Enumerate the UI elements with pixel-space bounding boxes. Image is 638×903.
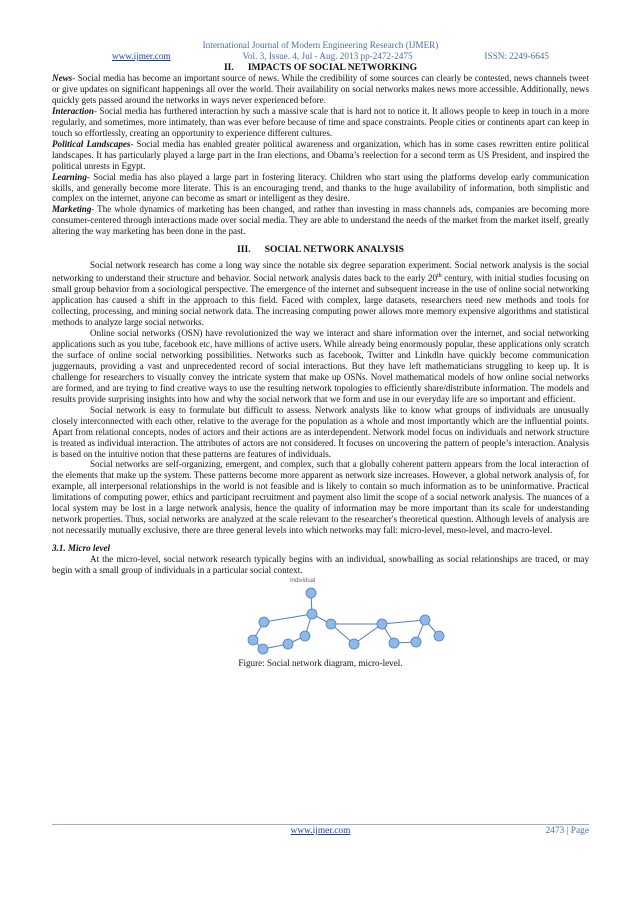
network-node [258, 644, 268, 654]
network-node [377, 619, 387, 629]
network-node [248, 635, 258, 645]
section-3-number: III. [237, 244, 251, 256]
journal-volume: Vol. 3, Issue. 4, Jul - Aug. 2013 pp-2472-2475 [242, 51, 413, 61]
journal-website-link[interactable]: www.ijmer.com [112, 51, 171, 61]
section-3-heading [52, 244, 589, 255]
paragraph-self-organizing: Social networks are self-organizing, emergent, and complex, such that a globally coherent pattern appears from the local interaction of the elements that make up the system. These patterns become more apparent as network size increases. However, a global network analysis of, for example, all interpersonal relationships in the world is not feasible and is likely to contain so much information as to be uninformative. Practical limitations of computing power, ethics and participant recruitment and payment also limit the scope of a social network analysis. The nuances of a local system may be lost in a large network analysis, hence the quality of information may be more important than its scale for understanding network properties. Thus, social networks are analyzed at the scale relevant to the researcher's theoretical question. Although levels of analysis are not necessarily mutually exclusive, there are three general levels into which networks may fall: micro-level, meso-level, and macro-level. [52, 459, 589, 536]
paragraph-marketing: Marketing- The whole dynamics of marketing has been changed, and rather than investing in mass channels ads, companies are becoming more consumer-centered through interactions made over social media. They are able to understand the needs of the market from the market itself, greatly altering the way marketing has been done in the past. [52, 204, 589, 237]
footer [52, 824, 589, 837]
journal-issn: ISSN: 2249-6645 [484, 51, 549, 61]
paragraph-political: Political Landscapes- Social media has enabled greater political awareness and organization, which has in some cases rewritten entire political landscapes. It has particularly played a large part in the Iran elections, and Obama’s reelection for a second term as US President, and inspired the political unrests in Egypt. [52, 138, 589, 171]
network-node [259, 617, 269, 627]
paragraph-assess: Social network is easy to formulate but difficult to assess. Network analysts like to know what groups of individuals are unusually closely interconnected with each other, relative to the average for the population as a whole and most importantly which are the influential points. Apart from relational concepts, nodes of actors and their actions are as interdependent. Network model focus on individuals and network structure is treated as individual interaction. The attributes of actors are not considered. It focuses on uncovering the pattern of people’s interaction. Analysis is based on the intuitive notion that these patterns are features of individuals. [52, 404, 589, 459]
section-3-title: SOCIAL NETWORK ANALYSIS [264, 244, 404, 256]
network-node [434, 631, 444, 641]
paragraph-micro-level: At the micro-level, social network research typically begins with an individual, snowballing as social relationships are traced, or may begin with a small group of individuals in a particular social context. [52, 554, 589, 576]
network-node [411, 637, 421, 647]
subsection-title: 3.1. Micro level [52, 543, 111, 554]
paragraph-osn: Online social networks (OSN) have revolutionized the way we interact and share information over the internet, and social networking applications such as you tube, facebook etc, have millions of active users. While already being enormously popular, these applications only scratch the surface of online social networking possibilities. Networks such as facebook, Twitter and Linkdln have quickly become communication juggernauts, providing a vast and unprecedented record of social interactions. But they have left mathematicians struggling to keep up. It is challenge for researchers to visually convey the intricate system that make up OSNs. Novel mathematical models of how online social networks are formed, and are trying to find creative ways to use the resulting network topologies to efficiently share/distribute information. The models and results provide surprising insights into how and why the social network that we form and use in our everyday life are so important and efficient. [52, 328, 589, 404]
network-node [389, 638, 399, 648]
network-node [283, 639, 293, 649]
paragraph-learning: Learning- Social media has also played a large part in fostering literacy. Children who start using the platforms develop early communication skills, and generally become more literate. This is an encouraging trend, and thanks to the huge availability of information, both simplistic and complex on the internet, anyone can become as smart or intelligent as they desire. [52, 171, 589, 204]
journal-meta [52, 51, 589, 62]
network-edge [264, 614, 312, 622]
figure-caption: Figure: Social network diagram, micro-level. [238, 658, 403, 669]
section-2-number: II. [223, 62, 234, 73]
network-figure [52, 576, 589, 658]
network-node [307, 609, 317, 619]
footer-website-link[interactable]: www.ijmer.com [290, 826, 351, 836]
network-node [300, 631, 310, 641]
page-number: 2473 | Page [545, 826, 589, 836]
section-2-heading [52, 62, 589, 73]
network-edge [382, 620, 425, 624]
network-node [420, 615, 430, 625]
paragraph-sna-history: Social network research has come a long way since the notable six degree separation experiment. Social network analysis is the social networking to understand their structure and behavior. Social network analysis dates back to the early 20th century, with initial studies focusing on small group behavior from a sociological perspective. The emergence of the internet and subsequent increase in the use of online social networking application has caused a shift in the approach to this field. Faced with complex, large datasets, researchers need new methods and tools for collecting, processing, and mining social network data. The increasing computing power allows more memory expensive algorithms and statistical methods to analyze large social networks. [52, 260, 589, 328]
network-diagram [52, 576, 589, 658]
page [52, 40, 589, 669]
network-node [326, 619, 336, 629]
network-node [306, 588, 316, 598]
section-2-title: IMPACTS OF SOCIAL NETWORKING [247, 62, 418, 73]
individual-label: Individual [290, 578, 316, 585]
paragraph-news: News- Social media has become an important source of news. While the credibility of some sources can clearly be contested, news channels tweet or give updates on significant happenings all over the world. Their availability on social networks makes news more accessible. Additionally, news quickly gets passed around the networks in ways never experienced before. [52, 73, 589, 105]
journal-title: International Journal of Modern Engineering Research (IJMER) [202, 40, 439, 50]
paragraph-interaction: Interaction- Social media has furthered interaction by such a massive scale that is hard not to notice it. It allows people to keep in touch in a more regularly, and sometimes, more intimately, than was ever before because of time and space constraints. People cities or continents apart can keep in touch so effortlessly, creating an opportunity to experience different cultures. [52, 105, 589, 138]
network-node [349, 639, 359, 649]
